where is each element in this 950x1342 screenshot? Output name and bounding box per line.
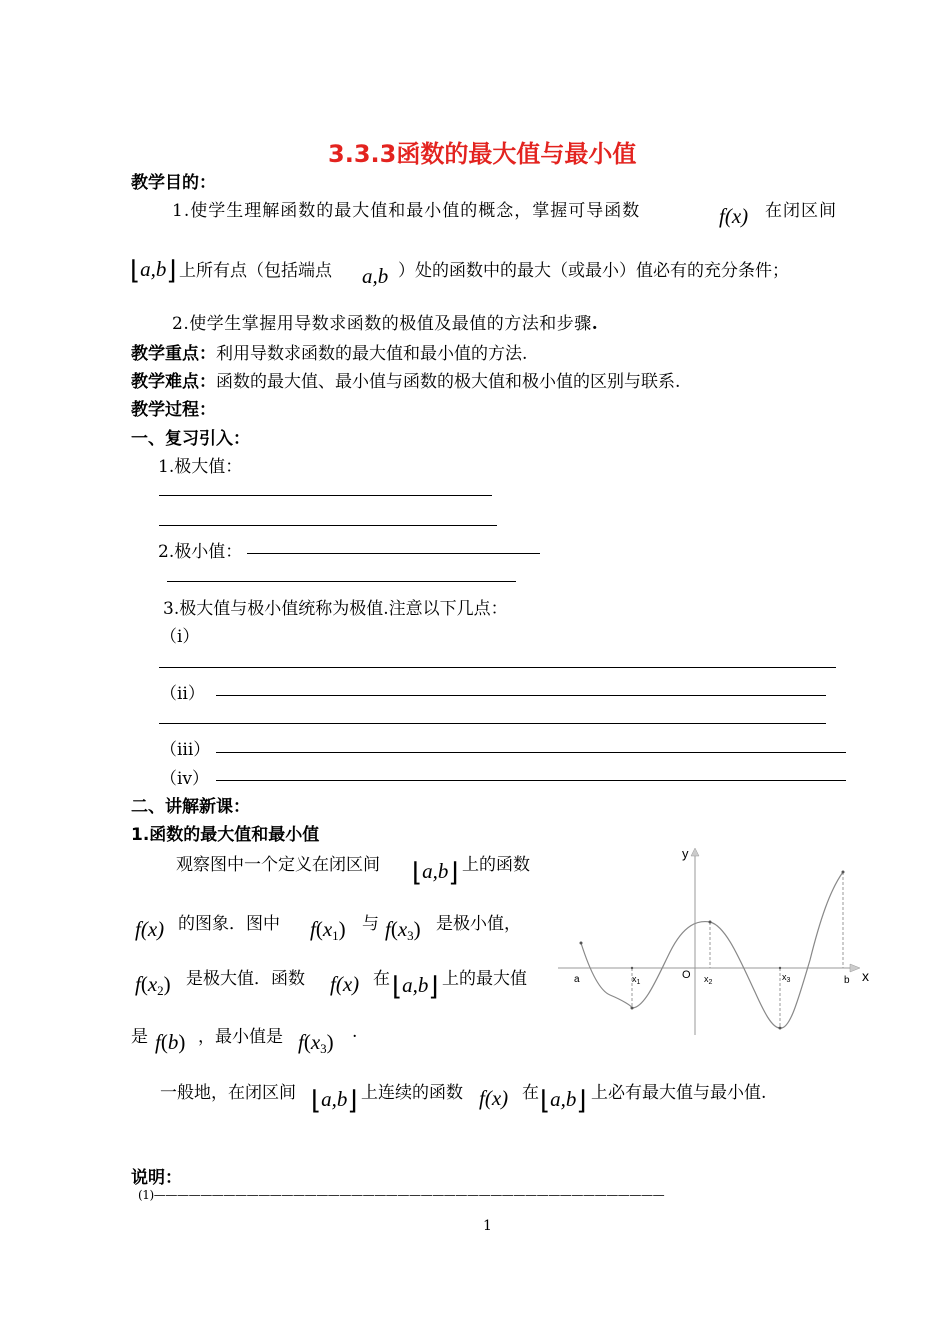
right-bracket: ⌋ [166, 256, 177, 286]
lecture-p2-a: 的图象．图中 [178, 914, 280, 934]
lecture-p4-fx3: $f(x_3)$ [298, 1030, 334, 1056]
point-x3 [779, 1027, 782, 1030]
lecture-p5-interval: ⌊a,b⌋ [311, 1086, 358, 1116]
lecture-p4-b: ，最小值是 [198, 1027, 283, 1047]
objective-1-text-d: ）处的函数中的最大（或最小）值必有的充分条件； [398, 261, 789, 281]
objective-1-interval [130, 256, 177, 286]
review-point-2: （ⅱ） [160, 684, 205, 704]
page-number: 1 [483, 1218, 492, 1234]
function-graph [550, 840, 880, 1040]
blank-line-2 [159, 525, 497, 526]
lecture-p3-fx: f(x) [330, 972, 360, 996]
objectives-heading: 教学目的： [131, 173, 216, 193]
tick-x2: $x_2$ [704, 974, 713, 986]
notes-item-1: (1)———————————————————————————————————————————— [138, 1188, 665, 1202]
objective-1-text-c: 上所有点（包括端点 [179, 261, 332, 281]
lecture-p3-a: 是极大值．函数 [186, 969, 305, 989]
objective-1-text-b: 在闭区间 [765, 201, 837, 221]
objective-2-text: 2.使学生掌握用导数求函数的极值及最值的方法和步骤. [172, 314, 599, 334]
lecture-p3-fx2: $f(x_2)$ [135, 972, 171, 998]
review-point-4: （ⅳ） [160, 769, 210, 789]
function-curve [581, 872, 843, 1028]
review-heading: 一、复习引入： [131, 429, 250, 449]
lecture-subheading: 1.函数的最大值和最小值 [131, 825, 320, 845]
difficulty-text: 函数的最大值、最小值与函数的极大值和极小值的区别与联系. [216, 372, 681, 392]
lecture-p3-interval: ⌊a,b⌋ [392, 972, 439, 1002]
y-axis-arrow [691, 848, 699, 856]
objective-1-text-a: 1.使学生理解函数的最大值和最小值的概念，掌握可导函数 [172, 201, 641, 221]
focus-text: 利用导数求函数的最大值和最小值的方法. [216, 344, 528, 364]
y-axis-label: y [682, 846, 689, 861]
review-point-3: （ⅲ） [160, 740, 211, 760]
blank-line-7 [159, 723, 826, 724]
notes-heading: 说明： [131, 1168, 182, 1188]
blank-line-8 [216, 752, 846, 753]
point-x1 [631, 1007, 634, 1010]
x-axis-label: x [862, 968, 869, 984]
lecture-p5-c: 在 [522, 1083, 539, 1103]
lecture-p1-a: 观察图中一个定义在闭区间 [176, 855, 380, 875]
focus-label: 教学重点： [131, 344, 216, 364]
focus-line [131, 339, 527, 364]
lecture-p3-b: 在 [373, 969, 390, 989]
tick-a: a [574, 974, 580, 985]
left-bracket: ⌊ [130, 256, 141, 286]
interval-ab: a,b [140, 257, 167, 281]
lecture-p5-a: 一般地，在闭区间 [160, 1083, 296, 1103]
origin-label: O [682, 969, 691, 981]
point-b [842, 871, 845, 874]
lecture-p4-fb: f(b) [155, 1030, 186, 1054]
lecture-p5-d: 上必有最大值与最小值. [591, 1083, 767, 1103]
difficulty-label: 教学难点： [131, 372, 216, 392]
fx-formula: f(x) [719, 204, 749, 228]
page-title: 3.3.3函数的最大值与最小值 [328, 140, 637, 168]
objective-1-endpoints: a,b [362, 264, 389, 288]
lecture-p4-c: . [352, 1022, 358, 1042]
lecture-p5-fx: f(x) [479, 1086, 509, 1110]
review-item-1: 1.极大值： [158, 457, 243, 477]
objective-1-fx [719, 204, 748, 229]
tick-b: b [844, 975, 850, 986]
blank-line-4 [167, 581, 516, 582]
difficulty-line [131, 367, 680, 392]
lecture-p1-interval: ⌊a,b⌋ [412, 858, 459, 888]
point-x2 [709, 921, 712, 924]
lecture-p5-b: 上连续的函数 [361, 1083, 463, 1103]
lecture-p2-b: 与 [362, 914, 379, 934]
blank-line-1 [159, 495, 492, 496]
tick-x3: $x_3$ [782, 972, 791, 984]
lecture-heading: 二、讲解新课： [131, 797, 250, 817]
review-item-2: 2.极小值： [158, 542, 243, 562]
lecture-p5-interval-2: ⌊a,b⌋ [540, 1086, 587, 1116]
point-a [580, 942, 583, 945]
blank-line-6 [216, 695, 826, 696]
tick-x1: $x_1$ [632, 974, 641, 986]
review-item-3: 3.极大值与极小值统称为极值.注意以下几点： [163, 599, 508, 619]
lecture-p4-a: 是 [131, 1027, 148, 1047]
blank-line-5 [159, 667, 836, 668]
x-axis-arrow [850, 964, 860, 972]
lecture-p1-b: 上的函数 [462, 855, 530, 875]
process-label: 教学过程： [131, 400, 216, 420]
lecture-p2-fx3: $f(x_3)$ [385, 917, 421, 943]
review-point-1: （ⅰ） [160, 627, 200, 647]
blank-line-9 [216, 780, 846, 781]
lecture-p2-fx1: $f(x_1)$ [310, 917, 346, 943]
blank-line-3 [247, 553, 540, 554]
lecture-p2-fx: f(x) [135, 917, 165, 941]
lecture-p2-c: 是极小值， [436, 914, 521, 934]
lecture-p3-c: 上的最大值 [442, 969, 527, 989]
